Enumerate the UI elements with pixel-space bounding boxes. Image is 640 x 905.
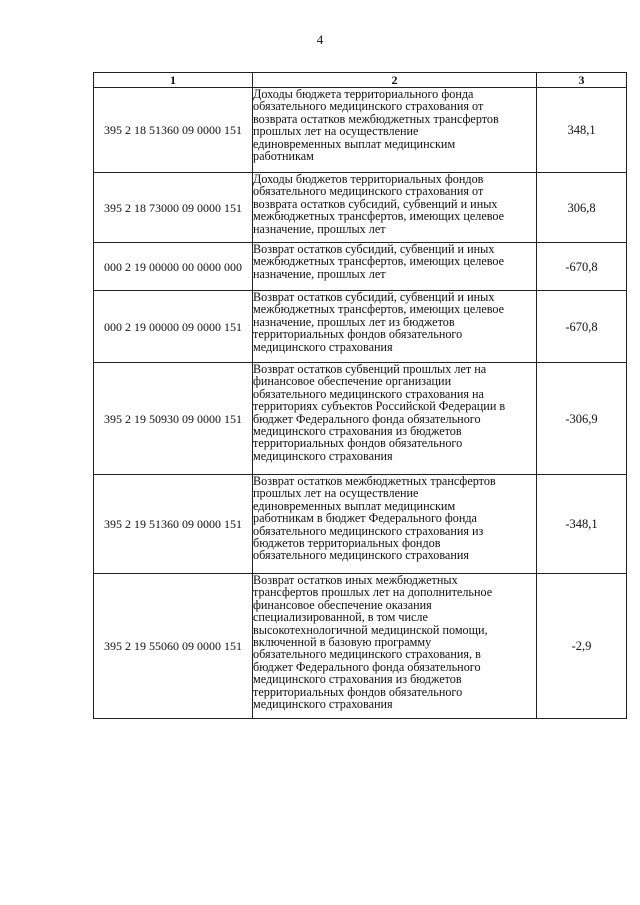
description-cell: Возврат остатков субсидий, субвенций и иных межбюджетных трансфертов, имеющих целевое назначение, прошлых лет — [253, 243, 537, 291]
table-row — [94, 291, 627, 363]
column-header-description: 2 — [253, 73, 537, 88]
table-row — [94, 173, 627, 243]
budget-table — [93, 72, 627, 719]
amount-cell: -348,1 — [537, 475, 627, 574]
table-row — [94, 243, 627, 291]
table-row — [94, 475, 627, 574]
description-cell: Возврат остатков иных межбюджетных трансфертов прошлых лет на дополнительное финансовое обеспечение оказания специализированной, в том числе высокотехнологичной медицинской помощи, включенной в базовую программу обязательного медицинского страхования, в бюджет Федерального фонда обязательного медицинского страхования из бюджетов территориальных фондов обязательного медицинского страхования — [253, 574, 537, 719]
page-number: 4 — [316, 32, 324, 47]
description-cell: Возврат остатков субвенций прошлых лет на финансовое обеспечение организации обязательного медицинского страхования на территориях субъектов Российской Федерации в бюджет Федерального фонда обязательного медицинского страхования из бюджетов территориальных фондов обязательного медицинского страхования — [253, 363, 537, 475]
column-header-amount: 3 — [537, 73, 627, 88]
table-row — [94, 574, 627, 719]
amount-cell: 306,8 — [537, 173, 627, 243]
amount-cell: -670,8 — [537, 291, 627, 363]
amount-cell: -670,8 — [537, 243, 627, 291]
table-row — [94, 88, 627, 173]
budget-code-cell: 000 2 19 00000 00 0000 000 — [94, 243, 253, 291]
description-cell: Возврат остатков межбюджетных трансфертов прошлых лет на осуществление единовременных выплат медицинским работникам в бюджет Федерального фонда обязательного медицинского страхования из бюджетов территориальных фондов обязательного медицинского страхования — [253, 475, 537, 574]
table-header-row — [94, 73, 627, 88]
amount-cell: 348,1 — [537, 88, 627, 173]
budget-code-cell: 000 2 19 00000 09 0000 151 — [94, 291, 253, 363]
description-cell: Возврат остатков субсидий, субвенций и иных межбюджетных трансфертов, имеющих целевое назначение, прошлых лет из бюджетов территориальных фондов обязательного медицинского страхования — [253, 291, 537, 363]
budget-code-cell: 395 2 18 51360 09 0000 151 — [94, 88, 253, 173]
budget-code-cell: 395 2 19 55060 09 0000 151 — [94, 574, 253, 719]
table-row — [94, 363, 627, 475]
description-cell: Доходы бюджетов территориальных фондов обязательного медицинского страхования от возврата остатков субсидий, субвенций и иных межбюджетных трансфертов, имеющих целевое назначение, прошлых лет — [253, 173, 537, 243]
amount-cell: -306,9 — [537, 363, 627, 475]
column-header-code: 1 — [94, 73, 253, 88]
amount-cell: -2,9 — [537, 574, 627, 719]
budget-code-cell: 395 2 18 73000 09 0000 151 — [94, 173, 253, 243]
description-cell: Доходы бюджета территориального фонда обязательного медицинского страхования от возврата остатков межбюджетных трансфертов прошлых лет на осуществление единовременных выплат медицинским работникам — [253, 88, 537, 173]
budget-code-cell: 395 2 19 50930 09 0000 151 — [94, 363, 253, 475]
budget-code-cell: 395 2 19 51360 09 0000 151 — [94, 475, 253, 574]
